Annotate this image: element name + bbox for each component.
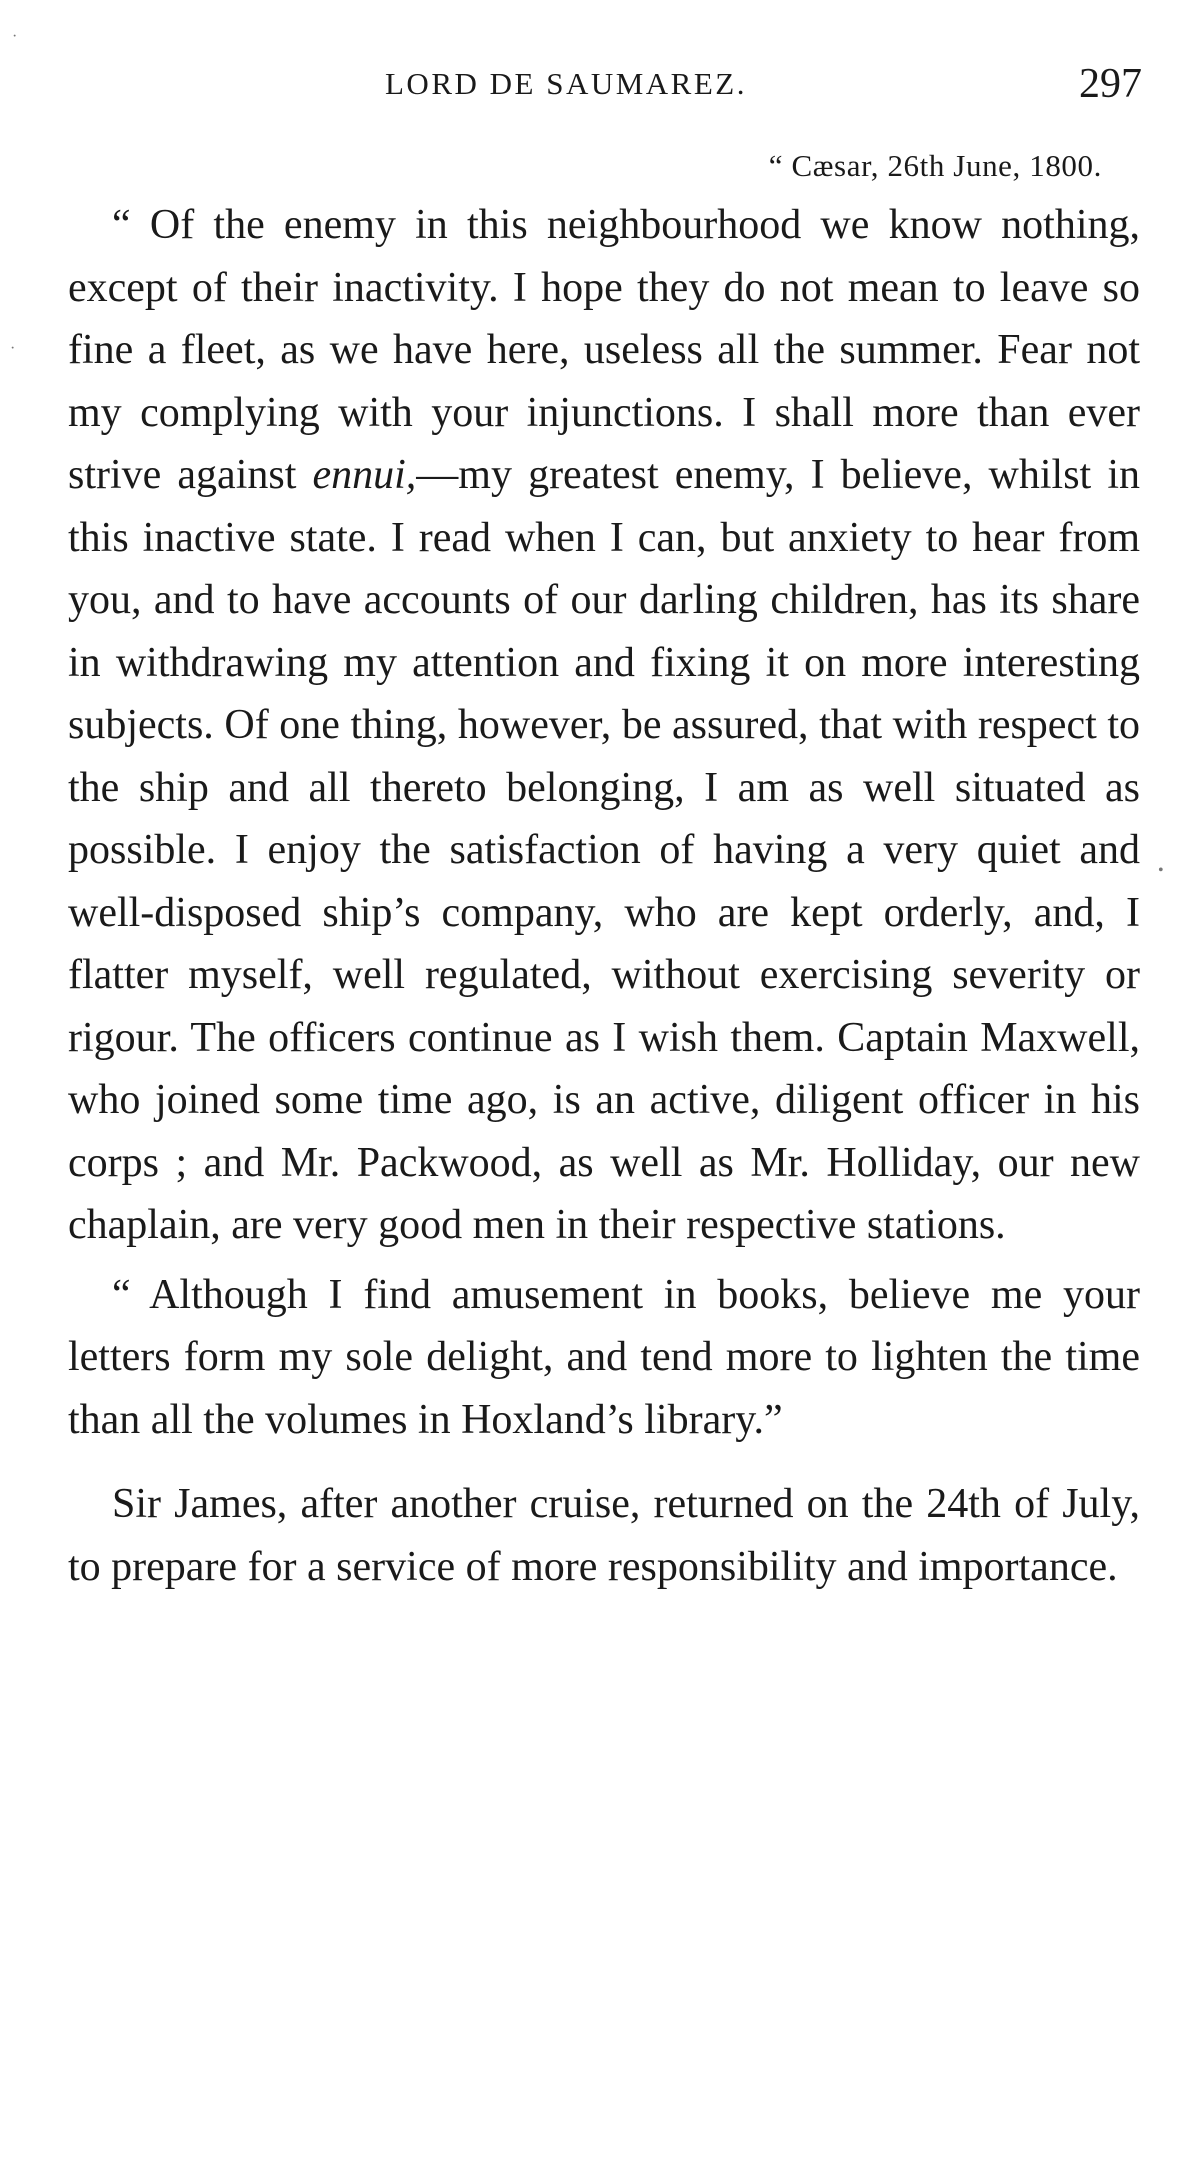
letter-emphasis-ennui: ennui,: [312, 452, 417, 498]
margin-speck: ·: [12, 28, 18, 45]
letter-paragraph-1: [68, 194, 1140, 1257]
body-text: [68, 194, 1140, 1598]
narrative-paragraph: Sir James, after another cruise, returned on the 24th of July, to prepare for a service of more responsibility and importance.: [68, 1481, 1140, 1590]
running-head: [0, 60, 1204, 120]
letter-paragraph-1-after: —my greatest enemy, I believe, whilst in this inactive state. I read when I can, but anxiety to hear from you, and to have accounts of our darling children, has its share in withdrawing my attention and fixing it on more interesting subjects. Of one thing, however, be assured, that with respect to the ship and all thereto belonging, I am as well situated as possible. I enjoy the satisfaction of having a very quiet and well-disposed ship’s company, who are kept orderly, and, I flatter myself, well regulated, without exercising severity or rigour. The officers continue as I wish them. Captain Maxwell, who joined some time ago, is an active, diligent officer in his corps ; and Mr. Packwood, as well as Mr. Holliday, our new chaplain, are very good men in their respective stations.: [68, 452, 1140, 1248]
letter-paragraph-2: “ Although I find amusement in books, believe me your letters form my sole delight, and tend more to lighten the time than all the volumes in Hoxland’s library.”: [68, 1271, 1140, 1443]
margin-speck: ·: [10, 340, 16, 357]
page-number: 297: [1079, 61, 1142, 107]
running-title: LORD DE SAUMAREZ.: [385, 66, 747, 101]
letter-paragraph-1-before: “ Of the enemy in this neighbourhood we know nothing, except of their inactivity. I hope they do not mean to leave so fine a fleet, as we have here, useless all the summer. Fear not my complying with your injunctions. I shall more than ever strive against: [68, 202, 1140, 498]
margin-speck: •: [1158, 862, 1164, 879]
letter-dateline: “ Cæsar, 26th June, 1800.: [768, 148, 1102, 183]
